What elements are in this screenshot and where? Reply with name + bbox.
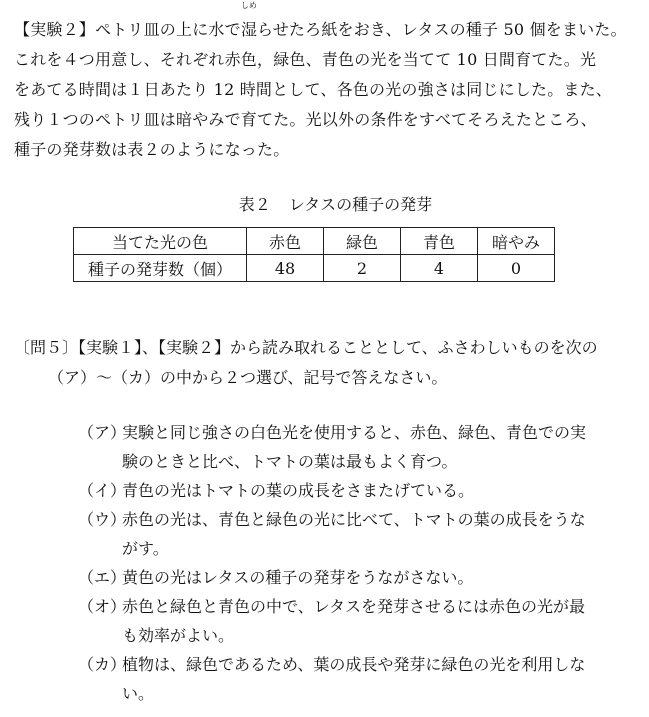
question-line-2: （ア）～（カ）の中から２つ選び、記号で答えなさい。 <box>48 368 448 387</box>
choice-marker: （カ） <box>78 655 127 674</box>
furigana-reading: しめ <box>240 1 257 10</box>
choice-text: 赤色の光は、青色と緑色の光に比べて、トマトの葉の成長をうな <box>122 510 586 529</box>
choice-ka <box>78 650 628 708</box>
table-caption <box>0 194 649 216</box>
experiment2-line-3: をあてる時間は１日あたり 12 時間として、各色の光の強さは同じにした。また、 <box>14 80 613 99</box>
choice-text: 青色の光はトマトの葉の成長をさまたげている。 <box>122 481 475 500</box>
table-cell: 4 <box>401 255 478 282</box>
table-cell: 2 <box>324 255 401 282</box>
table-header-row <box>74 228 555 255</box>
choice-text-continued: がす。 <box>122 539 169 558</box>
choice-marker: （イ） <box>78 481 127 500</box>
choice-marker: （ウ） <box>78 510 127 529</box>
experiment2-line-5: 種子の発芽数は表２のようになった。 <box>14 140 290 159</box>
table-row <box>74 255 555 282</box>
choice-i <box>78 476 628 505</box>
choice-text: 植物は、緑色であるため、葉の成長や発芽に緑色の光を利用しな <box>122 655 586 674</box>
experiment2-line-1 <box>14 1 627 45</box>
furigana-word <box>240 1 258 45</box>
table-cell: 0 <box>478 255 555 282</box>
choice-a <box>78 418 628 476</box>
table-header-cell: 緑色 <box>324 228 401 255</box>
germination-table <box>73 227 555 282</box>
answer-choices <box>78 418 628 708</box>
experiment2-description <box>14 1 627 165</box>
choice-text: 黄色の光はレタスの種子の発芽をうながさない。 <box>122 568 474 587</box>
choice-text: 実験と同じ強さの白色光を使用すると、赤色、緑色、青色での実 <box>122 423 587 442</box>
choice-text-continued: 験のときと比べ、トマトの葉は最もよく育つ。 <box>122 452 458 471</box>
choice-text: 赤色と緑色と青色の中で、レタスを発芽させるには赤色の光が最 <box>122 597 586 616</box>
choice-marker: （ア） <box>78 423 127 442</box>
question-line-1: 〔問５〕【実験１】、【実験２】から読み取れることとして、ふさわしいものを次の <box>14 338 598 357</box>
table-cell: 種子の発芽数（個） <box>74 255 247 282</box>
choice-e <box>78 563 628 592</box>
question-5 <box>14 333 624 393</box>
choice-text-continued: い。 <box>122 684 155 703</box>
choice-marker: （エ） <box>78 568 127 587</box>
experiment2-line-2: これを４つ用意し、それぞれ赤色，緑色、青色の光を当てて 10 日間育てた。光 <box>14 50 597 69</box>
table-header-cell: 暗やみ <box>478 228 555 255</box>
table-cell: 48 <box>247 255 324 282</box>
experiment2-line-4: 残り１つのペトリ皿は暗やみで育てた。光以外の条件をすべてそろえたところ、 <box>14 110 597 129</box>
table-header-cell: 青色 <box>401 228 478 255</box>
experiment2-line-1-part-a: 【実験２】ペトリ皿の上に水で <box>14 20 241 39</box>
table-header-cell: 赤色 <box>247 228 324 255</box>
table-caption-number: 表２ <box>238 195 271 214</box>
furigana-base: 湿 <box>240 20 258 39</box>
table-caption-title: レタスの種子の発芽 <box>288 195 433 214</box>
choice-text-continued: も効率がよい。 <box>122 626 235 645</box>
table-header-cell: 当てた光の色 <box>74 228 247 255</box>
choice-u <box>78 505 628 563</box>
experiment2-line-1-part-b: らせたろ紙をおき、レタスの種子 50 個をまいた。 <box>257 20 627 39</box>
choice-o <box>78 592 628 650</box>
choice-marker: （オ） <box>78 597 127 616</box>
